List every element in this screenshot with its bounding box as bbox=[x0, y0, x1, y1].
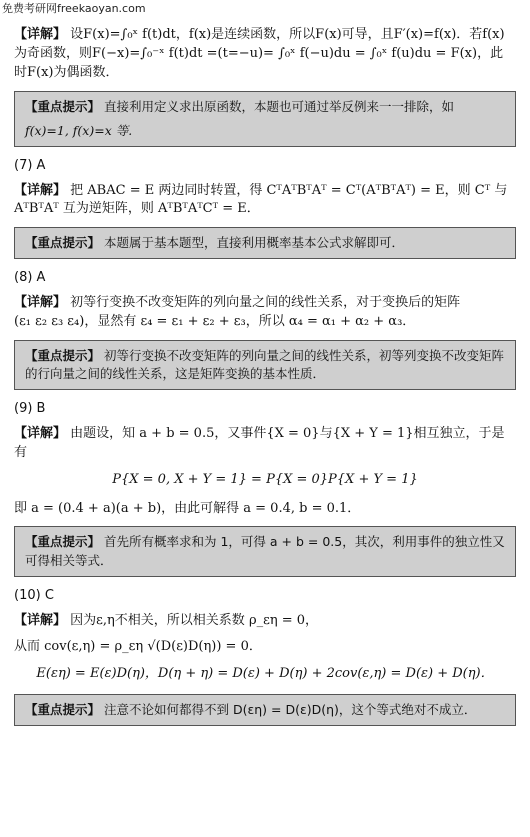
sec9-detail-line2: 即 a = (0.4 + a)(a + b)，由此可解得 a = 0.4, b = 0.1． bbox=[14, 500, 361, 516]
sec9-formula: P{X = 0, X + Y = 1} = P{X = 0}P{X + Y = 1} bbox=[112, 471, 418, 487]
sec7-detail-line1: 把 ABAC = E 两边同时转置，得 CᵀAᵀBᵀAᵀ = Cᵀ(AᵀBᵀAᵀ) = E，则 Cᵀ 与 bbox=[70, 182, 508, 198]
sec10-answer: (10) C bbox=[14, 587, 54, 603]
sec8-tip-box bbox=[14, 340, 516, 390]
sec10-detail-label: 【详解】 bbox=[14, 612, 67, 628]
sec9-answer: (9) B bbox=[14, 401, 46, 417]
sec7-detail bbox=[14, 182, 516, 220]
sec6-detail-label: 【详解】 bbox=[14, 27, 67, 42]
sec10-tip-text: 注意不论如何都得不到 D(εη) = D(ε)D(η)，这个等式绝对不成立． bbox=[104, 702, 477, 718]
sec8-detail-line2: (ε₁ ε₂ ε₃ ε₄)，显然有 ε₄ = ε₁ + ε₂ + ε₃，所以 α₄ = α₁ + α₂ + α₃． bbox=[14, 314, 416, 330]
sec10-detail bbox=[14, 612, 516, 631]
sec9-detail-label: 【详解】 bbox=[14, 426, 67, 442]
sec8-tip-label: 【重点提示】 bbox=[25, 347, 101, 363]
sec10-tip-box bbox=[14, 694, 516, 726]
sec7-detail-label: 【详解】 bbox=[14, 182, 67, 198]
sec9-tip-box bbox=[14, 526, 516, 576]
sec6-detail bbox=[14, 26, 516, 83]
sec7-answer: (7) A bbox=[14, 157, 46, 173]
sec8-answer: (8) A bbox=[14, 270, 46, 286]
sec8-detail-label: 【详解】 bbox=[14, 295, 67, 311]
sec10-tip-label: 【重点提示】 bbox=[25, 702, 101, 718]
site-watermark: 免费考研网freekaoyan.com bbox=[2, 2, 146, 15]
sec9-detail bbox=[14, 425, 516, 463]
sec9-detail-line1: 由题设，知 a + b = 0.5，又事件{X = 0}与{X + Y = 1}相互独立，于是有 bbox=[14, 426, 505, 460]
sec10-detail-line2: 从而 cov(ε,η) = ρ_εη √(D(ε)D(η)) = 0． bbox=[14, 639, 262, 655]
sec6-tip-formula: f(x)=1, f(x)=x 等. bbox=[25, 122, 133, 138]
sec8-detail-line1: 初等行变换不改变矩阵的列向量之间的线性关系，对于变换后的矩阵 bbox=[70, 295, 461, 311]
sec9-tip-label: 【重点提示】 bbox=[25, 534, 101, 550]
sec10-detail-line1: 因为ε,η不相关，所以相关系数 ρ_εη = 0， bbox=[70, 612, 319, 628]
sec6-tip-text: 直接利用定义求出原函数，本题也可通过举反例来一一排除，如 bbox=[104, 98, 455, 114]
sec7-detail-line2: AᵀBᵀAᵀ 互为逆矩阵，则 AᵀBᵀAᵀCᵀ = E． bbox=[14, 201, 260, 217]
sec6-detail-text: 设F(x)=∫₀ˣ f(t)dt，f(x)是连续函数，所以F(x)可导，且F′(x)=f(x)．若f(x)为奇函数，则F(−x)=∫₀⁻ˣ f(t)dt =(t=−u)= ∫₀ˣ f(−u)du = ∫₀ˣ f(u)du = F(x)，此时F(x)为偶函数． bbox=[14, 27, 505, 80]
sec7-tip-text: 本题属于基本题型，直接利用概率基本公式求解即可． bbox=[104, 235, 405, 251]
sec7-tip-label: 【重点提示】 bbox=[25, 235, 101, 251]
sec10-formula: E(εη) = E(ε)D(η)，D(η + η) = D(ε) + D(η) + 2cov(ε,η) = D(ε) + D(η)． bbox=[36, 666, 494, 682]
sec8-detail bbox=[14, 294, 516, 332]
solution-page bbox=[14, 26, 516, 736]
sec7-tip-box bbox=[14, 227, 516, 259]
sec6-tip-label: 【重点提示】 bbox=[25, 98, 101, 114]
sec8-tip-text: 初等行变换不改变矩阵的列向量之间的线性关系，初等列变换不改变矩阵的行向量之间的线性关系，这是矩阵变换的基本性质． bbox=[25, 347, 505, 382]
sec9-tip-text: 首先所有概率求和为 1，可得 a + b = 0.5，其次，利用事件的独立性又可得相关等式． bbox=[25, 534, 505, 568]
sec6-tip-box bbox=[14, 91, 516, 147]
